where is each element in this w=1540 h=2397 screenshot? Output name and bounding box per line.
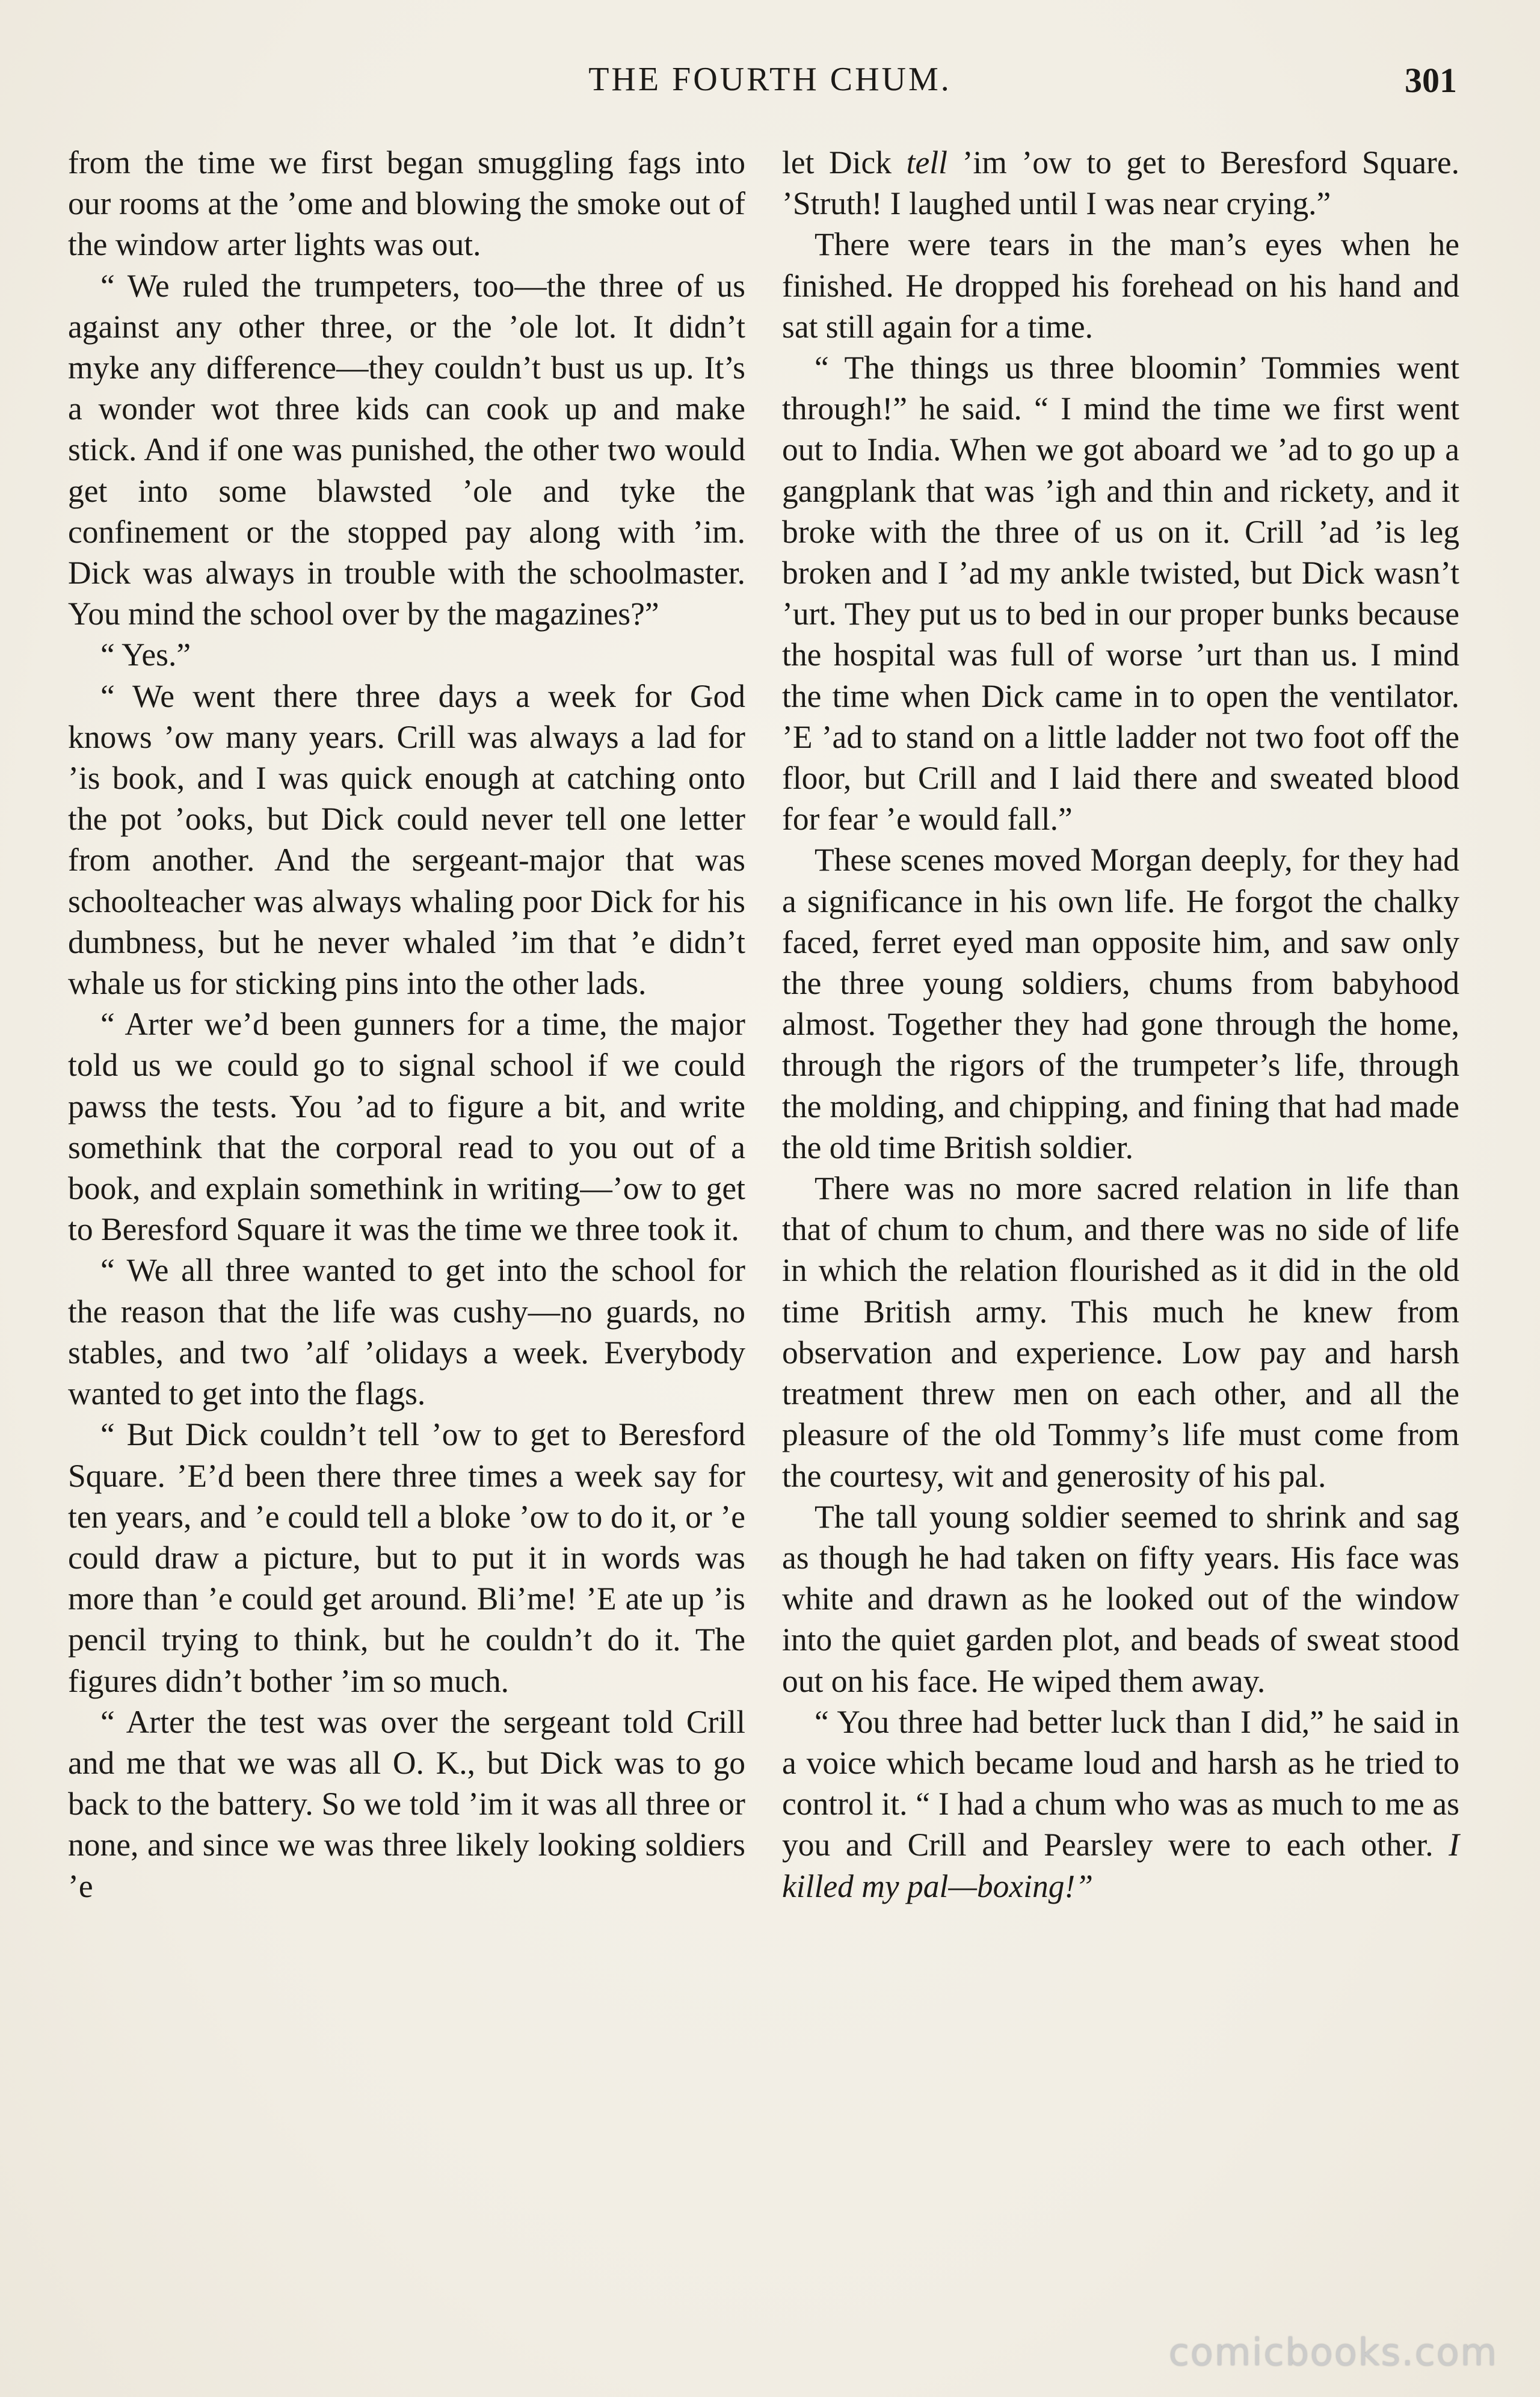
running-head	[0, 60, 1540, 108]
paragraph: “ Arter we’d been gunners for a time, the major told us we could go to signal school if we could pawss the tests. You ’ad to figure a bit, and write somethink that the corporal read to you out of a book, and explain somethink in writing—’ow to get to Beresford Square it was the time we three took it.	[68, 1006, 745, 1248]
paragraph: “ We went there three days a week for God knows ’ow many years. Crill was always a lad for ’is book, and I was quick enough at catching onto the pot ’ooks, but Dick could never tell one letter from another. And the sergeant-major that was schoolteacher was always whaling poor Dick for his dumbness, but he never whaled ’im that ’e didn’t whale us for sticking pins into the other lads.	[68, 677, 745, 1002]
paragraph	[782, 142, 1459, 224]
paragraph: “ But Dick couldn’t tell ’ow to get to Beresford Square. ’E’d been there three times a week say for ten years, and ’e could tell a bloke ’ow to do it, or ’e could draw a picture, but to put it in words was more than ’e could get around. Bli’me! ’E ate up ’is pencil trying to think, but he couldn’t do it. The figures didn’t bother ’im so much.	[68, 1416, 745, 1699]
right-column	[782, 142, 1459, 1907]
italic-text: tell	[906, 144, 947, 180]
italic-text: I killed my pal—boxing!”	[782, 1827, 1459, 1904]
paragraph: These scenes moved Morgan deeply, for they had a significance in his own life. He forgot the chalky faced, ferret eyed man opposite him, and saw only the three young soldiers, chums from babyhood almost. Together they had gone through the home, through the rigors of the trumpeter’s life, through the molding, and chipping, and fining that had made the old time British soldier.	[782, 842, 1459, 1165]
paragraph: There were tears in the man’s eyes when he finished. He dropped his forehead on his hand and sat still again for a time.	[782, 226, 1459, 345]
paragraph-text: ’im ’ow to get to Beresford Square. ’Struth! I laughed until I was near crying.”	[782, 144, 1459, 222]
paragraph	[782, 1701, 1459, 1907]
paragraph: “ Yes.”	[100, 637, 191, 673]
running-title: THE FOURTH CHUM.	[588, 61, 952, 98]
paragraph: There was no more sacred relation in life than that of chum to chum, and there was no side of life in which the relation flourished as it did in the old time British army. This much he knew from observation and experience. Low pay and harsh treatment threw men on each other, and all the pleasure of the old Tommy’s life must come from the courtesy, wit and generosity of his pal.	[782, 1170, 1459, 1494]
paragraph: “ We ruled the trumpeters, too—the three of us against any other three, or the ’ole lot. It didn’t myke any difference—they couldn’t bust us up. It’s a wonder wot three kids can cook up and make stick. And if one was punished, the other two would get into some blawsted ’ole and tyke the confinement or the stopped pay along with ’im. Dick was always in trouble with the schoolmaster. You mind the school over by the magazines?”	[68, 267, 745, 632]
paragraph-text: let Dick	[782, 144, 907, 180]
page-number: 301	[1405, 61, 1457, 100]
paragraph-text: “ You three had better luck than I did,” he said in a voice which became loud and harsh as he tried to control it. “ I had a chum who was as much to me as you and Crill and Pearsley were to each other.	[782, 1703, 1459, 1863]
paragraph: The tall young soldier seemed to shrink and sag as though he had taken on fifty years. His face was white and drawn as he looked out of the window into the quiet garden plot, and beads of sweat stood out on his face. He wiped them away.	[782, 1498, 1459, 1699]
paragraph: “ The things us three bloomin’ Tommies went through!” he said. “ I mind the time we first went out to India. When we got aboard we ’ad to go up a gangplank that was ’igh and thin and rickety, and it broke with the three of us on it. Crill ’ad ’is leg broken and I ’ad my ankle twisted, but Dick wasn’t ’urt. They put us to bed in our proper bunks because the hospital was full of worse ’urt than us. I mind the time when Dick came in to open the ventilator. ’E ’ad to stand on a little ladder not two foot off the floor, but Crill and I laid there and sweated blood for fear ’e would fall.”	[782, 350, 1459, 838]
left-column	[68, 142, 745, 1907]
paragraph: “ Arter the test was over the sergeant told Crill and me that we was all O. K., but Dick was to go back to the battery. So we told ’im it was all three or none, and since we was three likely looking soldiers ’e	[68, 1703, 745, 1904]
site-watermark: comicbooks.com	[1168, 2330, 1498, 2374]
paragraph: from the time we first began smuggling fags into our rooms at the ’ome and blowing the smoke out of the window arter lights was out.	[68, 144, 745, 263]
paragraph: “ We all three wanted to get into the school for the reason that the life was cushy—no guards, no stables, and two ’alf ’olidays a week. Everybody wanted to get into the flags.	[68, 1252, 745, 1412]
